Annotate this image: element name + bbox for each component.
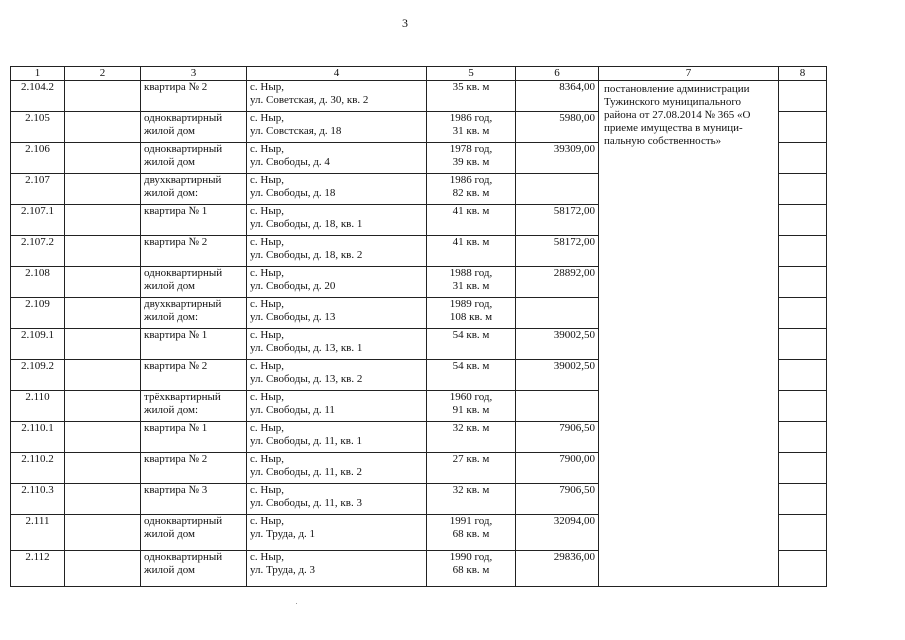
row-number-cell [11, 329, 65, 360]
column-header: 2 [65, 67, 141, 81]
cost-value: 39002,50 [553, 360, 595, 372]
cell-line [430, 497, 512, 510]
row-number-cell [11, 112, 65, 143]
object-name-cell [141, 515, 247, 551]
empty-cell-col8 [779, 484, 827, 515]
empty-cell-col2 [65, 267, 141, 298]
row-number: 2.109 [25, 298, 50, 310]
cell-line [430, 466, 512, 479]
cell-line: ул. Свободы, д. 18, кв. 2 [250, 249, 363, 261]
cost-cell [516, 551, 599, 587]
cell-line: квартира № 3 [144, 484, 208, 496]
object-name-cell [141, 236, 247, 267]
year-area-cell [427, 81, 516, 112]
cell-line: одноквартирный [144, 551, 223, 563]
cell-line: 1978 год, [449, 143, 493, 155]
cost-value: 7900,00 [559, 453, 595, 465]
row-number-cell [11, 360, 65, 391]
column-header: 8 [779, 67, 827, 81]
cell-line: с. Ныр, [250, 81, 284, 93]
year-area-cell [427, 515, 516, 551]
cell-line: ул. Свободы, д. 11 [250, 404, 335, 416]
cost-cell [516, 205, 599, 236]
cell-line [144, 94, 243, 107]
address-cell [247, 205, 427, 236]
cell-line: 1986 год, [449, 112, 493, 124]
empty-cell-col8 [779, 174, 827, 205]
empty-cell-col8 [779, 391, 827, 422]
cell-line: двухквартирный [144, 298, 222, 310]
row-number: 2.108 [25, 267, 50, 279]
object-name-cell [141, 422, 247, 453]
cell-line: 1986 год, [449, 174, 493, 186]
cell-line: 108 кв. м [449, 311, 493, 323]
cell-line: ул. Свободы, д. 18 [250, 187, 336, 199]
cell-line [144, 342, 243, 355]
cell-line: 27 кв. м [452, 453, 490, 465]
cell-line: ул. Свободы, д. 13 [250, 311, 336, 323]
cell-line [144, 497, 243, 510]
cell-line: 1960 год, [449, 391, 493, 403]
cell-line [144, 249, 243, 262]
year-area-cell [427, 551, 516, 587]
object-name-cell [141, 267, 247, 298]
page-number: 3 [402, 16, 408, 30]
cell-line: 1991 год, [449, 515, 493, 527]
cell-line: ул. Свободы, д. 20 [250, 280, 336, 292]
cell-line [144, 435, 243, 448]
year-area-cell [427, 236, 516, 267]
cost-cell [516, 515, 599, 551]
empty-cell-col2 [65, 174, 141, 205]
empty-cell-col8 [779, 205, 827, 236]
cell-line: с. Ныр, [250, 422, 284, 434]
cell-line: с. Ныр, [250, 329, 284, 341]
column-header: 3 [141, 67, 247, 81]
year-area-cell [427, 267, 516, 298]
empty-cell-col8 [779, 453, 827, 484]
column-header: 6 [516, 67, 599, 81]
cell-line: ул. Совстская, д. 18 [250, 125, 342, 137]
cell-line: 54 кв. м [452, 329, 490, 341]
cost-value: 5980,00 [559, 112, 595, 124]
cell-line: квартира № 2 [144, 236, 208, 248]
row-number: 2.110.1 [21, 422, 54, 434]
cell-line [430, 373, 512, 386]
cell-line: 1988 год, [449, 267, 493, 279]
column-header: 5 [427, 67, 516, 81]
address-cell [247, 360, 427, 391]
cell-line: 31 кв. м [452, 280, 490, 292]
row-number-cell [11, 205, 65, 236]
cell-line: с. Ныр, [250, 205, 284, 217]
empty-cell-col2 [65, 81, 141, 112]
cell-line: с. Ныр, [250, 112, 284, 124]
cell-line: 68 кв. м [452, 528, 490, 540]
cost-cell [516, 236, 599, 267]
cell-line: с. Ныр, [250, 174, 284, 186]
cell-line [430, 249, 512, 262]
year-area-cell [427, 143, 516, 174]
cell-line: с. Ныр, [250, 360, 284, 372]
row-number: 2.109.1 [21, 329, 54, 341]
empty-cell-col8 [779, 81, 827, 112]
column-header: 1 [11, 67, 65, 81]
cell-line: 1990 год, [449, 551, 493, 563]
object-name-cell [141, 484, 247, 515]
empty-cell-col2 [65, 551, 141, 587]
cell-line: пальную собственность» [604, 135, 722, 147]
cell-line: 41 кв. м [452, 205, 490, 217]
empty-cell-col2 [65, 112, 141, 143]
empty-cell-col2 [65, 143, 141, 174]
cell-line: одноквартирный [144, 143, 223, 155]
address-cell [247, 298, 427, 329]
row-number-cell [11, 453, 65, 484]
cell-line: ул. Свободы, д. 11, кв. 3 [250, 497, 362, 509]
row-number-cell [11, 484, 65, 515]
cost-value: 39002,50 [553, 329, 595, 341]
cell-line: ул. Труда, д. 3 [250, 564, 316, 576]
row-number-cell [11, 298, 65, 329]
cell-line: квартира № 2 [144, 81, 208, 93]
row-number-cell [11, 143, 65, 174]
object-name-cell [141, 143, 247, 174]
object-name-cell [141, 360, 247, 391]
year-area-cell [427, 391, 516, 422]
cell-line: ул. Труда, д. 1 [250, 528, 316, 540]
address-cell [247, 112, 427, 143]
address-cell [247, 81, 427, 112]
cell-line: 32 кв. м [452, 484, 490, 496]
empty-cell-col8 [779, 329, 827, 360]
cost-value: 8364,00 [559, 81, 595, 93]
cell-line: квартира № 1 [144, 205, 208, 217]
address-cell [247, 174, 427, 205]
column-header: 4 [247, 67, 427, 81]
address-cell [247, 515, 427, 551]
cell-line: с. Ныр, [250, 143, 284, 155]
cell-line: с. Ныр, [250, 453, 284, 465]
cell-line: 1989 год, [449, 298, 493, 310]
cell-line: жилой дом: [144, 311, 199, 323]
row-number-cell [11, 81, 65, 112]
row-number: 2.106 [25, 143, 50, 155]
cell-line: квартира № 1 [144, 422, 208, 434]
cell-line: 54 кв. м [452, 360, 490, 372]
cost-cell [516, 391, 599, 422]
row-number: 2.112 [25, 551, 50, 563]
empty-cell-col2 [65, 360, 141, 391]
object-name-cell [141, 391, 247, 422]
cell-line: жилой дом: [144, 187, 199, 199]
empty-cell-col8 [779, 112, 827, 143]
cost-cell [516, 484, 599, 515]
table-row [11, 81, 827, 112]
cell-line: квартира № 2 [144, 360, 208, 372]
cell-line [430, 218, 512, 231]
object-name-cell [141, 112, 247, 143]
empty-cell-col8 [779, 360, 827, 391]
row-number: 2.104.2 [21, 81, 54, 93]
empty-cell-col8 [779, 422, 827, 453]
empty-cell-col2 [65, 484, 141, 515]
empty-cell-col8 [779, 236, 827, 267]
cell-line: жилой дом [144, 528, 195, 540]
empty-cell-col8 [779, 143, 827, 174]
empty-cell-col2 [65, 453, 141, 484]
cost-value: 58172,00 [553, 205, 595, 217]
empty-cell-col2 [65, 391, 141, 422]
row-number: 2.110 [25, 391, 50, 403]
cell-line: квартира № 2 [144, 453, 208, 465]
year-area-cell [427, 174, 516, 205]
cell-line: с. Ныр, [250, 236, 284, 248]
cell-line: ул. Свободы, д. 11, кв. 2 [250, 466, 362, 478]
row-number-cell [11, 236, 65, 267]
row-number: 2.111 [25, 515, 50, 527]
address-cell [247, 391, 427, 422]
year-area-cell [427, 205, 516, 236]
cost-cell [516, 143, 599, 174]
header-row [11, 67, 827, 81]
cost-cell [516, 453, 599, 484]
cost-value: 28892,00 [553, 267, 595, 279]
year-area-cell [427, 329, 516, 360]
cost-cell [516, 360, 599, 391]
cell-line: 41 кв. м [452, 236, 490, 248]
object-name-cell [141, 81, 247, 112]
cell-line: с. Ныр, [250, 267, 284, 279]
cell-line: квартира № 1 [144, 329, 208, 341]
object-name-cell [141, 551, 247, 587]
cost-value: 7906,50 [559, 484, 595, 496]
empty-cell-col8 [779, 515, 827, 551]
cell-line: Тужинского муниципального [604, 96, 742, 108]
empty-cell-col2 [65, 329, 141, 360]
row-number-cell [11, 174, 65, 205]
cell-line: района от 27.08.2014 № 365 «О [604, 109, 751, 121]
cell-line: с. Ныр, [250, 298, 284, 310]
cost-value: 39309,00 [553, 143, 595, 155]
address-cell [247, 422, 427, 453]
cell-line [144, 373, 243, 386]
cell-line: одноквартирный [144, 267, 223, 279]
row-number: 2.107.1 [21, 205, 54, 217]
cell-line: постановление администрации [604, 83, 750, 95]
empty-cell-col2 [65, 515, 141, 551]
cell-line: жилой дом [144, 564, 195, 576]
cell-line: ул. Свободы, д. 18, кв. 1 [250, 218, 363, 230]
object-name-cell [141, 329, 247, 360]
cell-line: ул. Свободы, д. 11, кв. 1 [250, 435, 362, 447]
cell-line: жилой дом: [144, 404, 199, 416]
cell-line: 91 кв. м [452, 404, 490, 416]
cell-line: с. Ныр, [250, 391, 284, 403]
cell-line: 32 кв. м [452, 422, 490, 434]
cost-cell [516, 81, 599, 112]
object-name-cell [141, 453, 247, 484]
cell-line: 31 кв. м [452, 125, 490, 137]
cell-line: одноквартирный [144, 112, 223, 124]
empty-cell-col8 [779, 298, 827, 329]
cell-line [144, 466, 243, 479]
address-cell [247, 484, 427, 515]
cell-line: ул. Советская, д. 30, кв. 2 [250, 94, 369, 106]
cell-line: 68 кв. м [452, 564, 490, 576]
cell-line: ул. Свободы, д. 13, кв. 1 [250, 342, 363, 354]
row-number: 2.110.3 [21, 484, 54, 496]
object-name-cell [141, 174, 247, 205]
cell-line: ул. Свободы, д. 4 [250, 156, 330, 168]
row-number: 2.107 [25, 174, 50, 186]
empty-cell-col2 [65, 205, 141, 236]
cost-value: 29836,00 [553, 551, 595, 563]
row-number-cell [11, 422, 65, 453]
empty-cell-col2 [65, 236, 141, 267]
cell-line: двухквартирный [144, 174, 222, 186]
cell-line: с. Ныр, [250, 484, 284, 496]
year-area-cell [427, 112, 516, 143]
cell-line [144, 218, 243, 231]
property-register-table [10, 66, 827, 587]
row-number: 2.105 [25, 112, 50, 124]
empty-cell-col8 [779, 267, 827, 298]
cost-value: 7906,50 [559, 422, 595, 434]
row-number-cell [11, 551, 65, 587]
year-area-cell [427, 422, 516, 453]
cell-line: одноквартирный [144, 515, 223, 527]
cell-line: жилой дом [144, 280, 195, 292]
year-area-cell [427, 453, 516, 484]
cost-cell [516, 422, 599, 453]
cost-cell [516, 298, 599, 329]
cost-cell [516, 112, 599, 143]
cell-line: с. Ныр, [250, 515, 284, 527]
address-cell [247, 453, 427, 484]
address-cell [247, 551, 427, 587]
cell-line [430, 435, 512, 448]
year-area-cell [427, 484, 516, 515]
basis-document-cell [599, 81, 779, 587]
address-cell [247, 267, 427, 298]
object-name-cell [141, 205, 247, 236]
cell-line: жилой дом [144, 156, 195, 168]
cost-cell [516, 267, 599, 298]
cost-cell [516, 329, 599, 360]
cell-line: 39 кв. м [452, 156, 490, 168]
empty-cell-col2 [65, 298, 141, 329]
year-area-cell [427, 360, 516, 391]
address-cell [247, 236, 427, 267]
row-number-cell [11, 267, 65, 298]
object-name-cell [141, 298, 247, 329]
cell-line [430, 342, 512, 355]
cost-value: 58172,00 [553, 236, 595, 248]
cell-line: ул. Свободы, д. 13, кв. 2 [250, 373, 363, 385]
cell-line: 35 кв. м [452, 81, 490, 93]
row-number: 2.107.2 [21, 236, 54, 248]
cell-line: приеме имущества в муници- [604, 122, 743, 134]
cell-line: с. Ныр, [250, 551, 284, 563]
address-cell [247, 329, 427, 360]
cost-cell [516, 174, 599, 205]
cost-value: 32094,00 [553, 515, 595, 527]
empty-cell-col2 [65, 422, 141, 453]
row-number: 2.109.2 [21, 360, 54, 372]
cell-line: трёхквартирный [144, 391, 221, 403]
column-header: 7 [599, 67, 779, 81]
row-number-cell [11, 391, 65, 422]
year-area-cell [427, 298, 516, 329]
scan-speck [296, 603, 297, 604]
empty-cell-col8 [779, 551, 827, 587]
cell-line: 82 кв. м [452, 187, 490, 199]
row-number: 2.110.2 [21, 453, 54, 465]
cell-line [430, 94, 512, 107]
address-cell [247, 143, 427, 174]
row-number-cell [11, 515, 65, 551]
cell-line: жилой дом [144, 125, 195, 137]
